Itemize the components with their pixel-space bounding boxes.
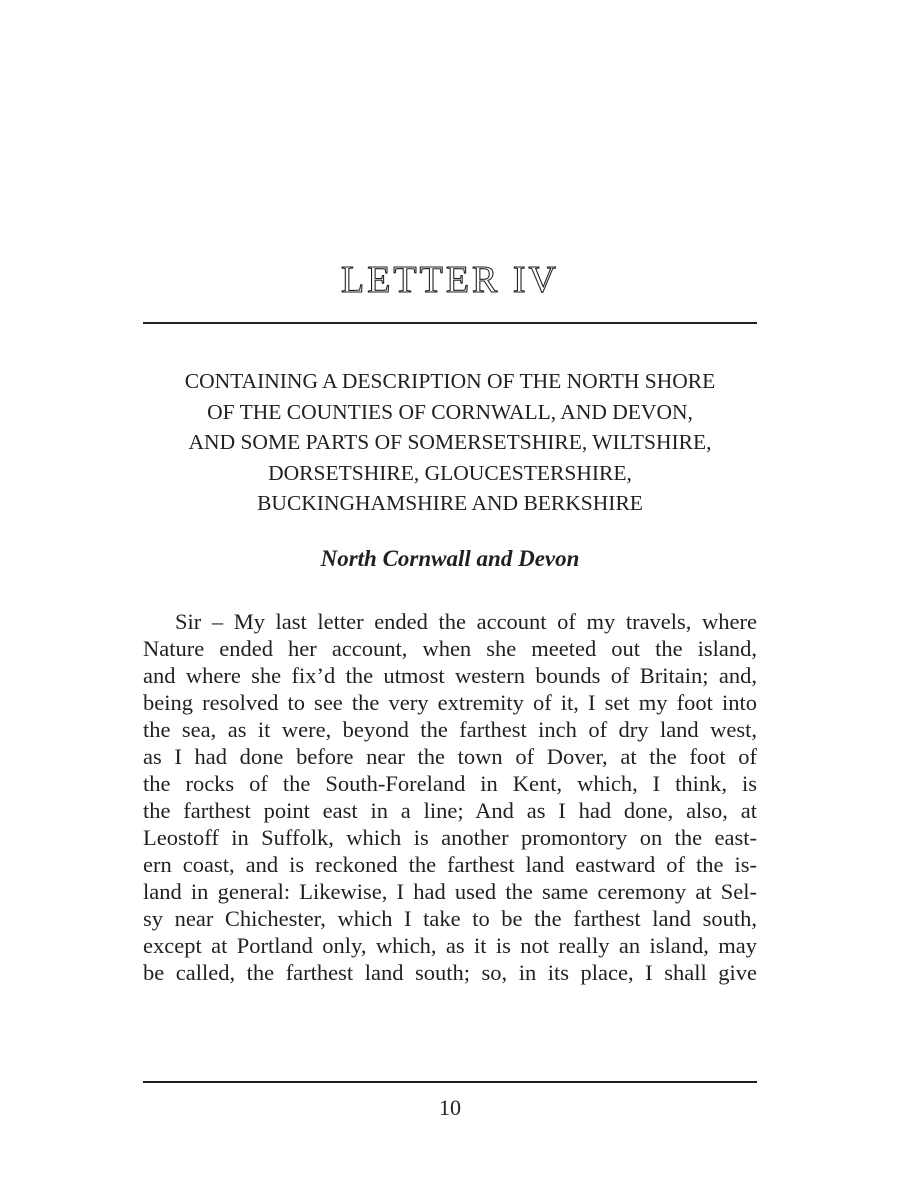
body-line: the sea, as it were, beyond the farthest inch of dry land west, [143,717,757,742]
section-heading: North Cornwall and Devon [320,546,580,571]
bottom-rule [143,1081,757,1083]
body-line: sy near Chichester, which I take to be the farthest land south, [143,906,757,931]
body-line: as I had done before near the town of Dover, at the foot of [143,744,757,769]
subtitle-line: DORSETSHIRE, GLOUCESTERSHIRE, [268,460,632,485]
body-line: Leostoff in Suffolk, which is another promontory on the east- [143,825,757,850]
top-rule [143,322,757,324]
body-line: the rocks of the South-Foreland in Kent, which, I think, is [143,771,757,796]
body-line: being resolved to see the very extremity of it, I set my foot into [143,690,757,715]
body-line: except at Portland only, which, as it is not really an island, may [143,933,757,958]
body-line: land in general: Likewise, I had used the same ceremony at Sel- [143,879,757,904]
body-line: Nature ended her account, when she meeted out the island, [143,636,757,661]
page-number: 10 [439,1095,461,1120]
chapter-title: LETTER IV [340,259,559,301]
body-line: ern coast, and is reckoned the farthest land eastward of the is- [143,852,757,877]
subtitle-line: OF THE COUNTIES OF CORNWALL, AND DEVON, [207,399,693,424]
body-line: the farthest point east in a line; And as I had done, also, at [143,798,757,823]
subtitle-line: CONTAINING A DESCRIPTION OF THE NORTH SHORE [184,369,716,393]
chapter-subtitle [100,366,800,519]
subtitle-line: AND SOME PARTS OF SOMERSETSHIRE, WILTSHIRE, [188,430,712,454]
body-line: and where she fix’d the utmost western bounds of Britain; and, [143,663,757,688]
body-text [143,608,757,986]
subtitle-line: BUCKINGHAMSHIRE AND BERKSHIRE [257,491,643,515]
body-line: Sir – My last letter ended the account of my travels, where [175,609,757,634]
body-line: be called, the farthest land south; so, in its place, I shall give [143,960,757,985]
